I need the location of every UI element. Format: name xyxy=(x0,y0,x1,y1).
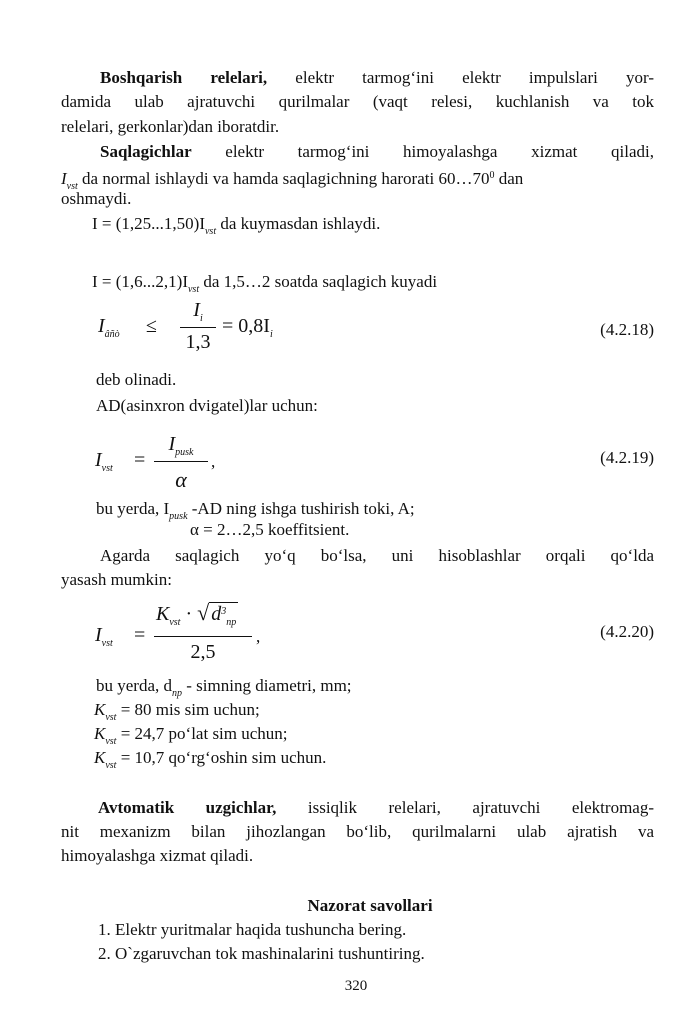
p4-bold-term: Avtomatik uzgichlar, xyxy=(98,798,277,817)
eq1-num-var: I xyxy=(193,299,200,321)
eq1-rhs-text: = 0,8I xyxy=(222,315,270,337)
after-eq1-line1: deb olinadi. xyxy=(96,370,177,389)
eq1-rhs xyxy=(222,316,273,345)
eq3-fraction-bar xyxy=(154,636,252,637)
p2-line2-text: da normal ishlaydi va hamda saqlagichning harorati 60…70 xyxy=(77,169,490,188)
after-eq1-line2: AD(asinxron dvigatel)lar uchun: xyxy=(96,396,318,415)
eq3-comma: , xyxy=(256,627,261,646)
cond1-formula: I = (1,25...1,50)I xyxy=(92,214,205,233)
section-title: Nazorat savollari xyxy=(307,896,433,915)
eq1-num-sub: i xyxy=(199,313,203,324)
cond2-formula: I = (1,6...2,1)I xyxy=(92,272,188,291)
p2-var: I xyxy=(61,169,67,188)
eq3-equals: = xyxy=(134,624,146,646)
condition-1 xyxy=(92,214,380,242)
k1-var: K xyxy=(94,700,106,719)
sqrt-icon: √ xyxy=(197,600,210,625)
eq3-numerator xyxy=(156,602,238,633)
p1-line2: damida ulab ajratuvchi qurilmalar (vaqt relesi, kuchlanish va tok xyxy=(61,92,654,111)
eq1-relation: ≤ xyxy=(146,315,157,337)
k1-text: = 80 mis sim uchun; xyxy=(116,700,260,719)
eq3-lhs-sub: vst xyxy=(101,638,113,649)
eq3-radicand xyxy=(209,602,238,628)
eq1-lhs-var: I xyxy=(98,315,105,337)
page-number: 320 xyxy=(344,978,368,994)
where1-sub: pusk xyxy=(169,511,188,522)
question-1: 1. Elektr yuritmalar haqida tushuncha bering. xyxy=(98,920,407,939)
p4-line3: himoyalashga xizmat qiladi. xyxy=(61,846,254,865)
cond2-text: da 1,5…2 soatda saqlagich kuyadi xyxy=(199,272,438,291)
p2-degree: 0 xyxy=(489,170,495,181)
p2-line2-end: dan xyxy=(494,169,524,188)
eq3-lhs xyxy=(95,625,113,654)
cond2-sub: vst xyxy=(187,284,200,295)
eq2-lhs-var: I xyxy=(95,449,102,471)
eq2-num-sub: pusk xyxy=(175,447,194,458)
eq2-lhs-sub: vst xyxy=(101,463,113,474)
k3-text: = 10,7 qo‘rg‘oshin sim uchun. xyxy=(116,748,327,767)
k2-text: = 24,7 po‘lat sim uchun; xyxy=(116,724,288,743)
k1-sub: vst xyxy=(105,712,117,723)
eq1-number: (4.2.18) xyxy=(600,320,654,339)
eq2-number: (4.2.19) xyxy=(600,448,654,467)
where2-sub: np xyxy=(172,688,183,699)
where2-prefix: bu yerda, d xyxy=(96,676,173,695)
p1-line3: relelari, gerkonlar)dan iboratdir. xyxy=(61,117,280,136)
where2-text: - simning diametri, mm; xyxy=(182,676,352,695)
eq3-d-sub: np xyxy=(226,617,237,628)
eq3-d-sup: 3 xyxy=(221,606,227,617)
eq3-k-var: K xyxy=(156,603,170,625)
eq2-numerator xyxy=(152,433,210,458)
eq2-equals: = xyxy=(134,449,146,471)
p4-line2: nit mexanizm bilan jihozlangan bo‘lib, qurilmalarni ulab ajratish va xyxy=(61,822,654,841)
eq1-numerator xyxy=(178,299,218,324)
cond1-text: da kuymasdan ishlaydi. xyxy=(216,214,381,233)
p2-line3: oshmaydi. xyxy=(61,189,132,208)
k2-var: K xyxy=(94,724,106,743)
p1-line1 xyxy=(100,68,654,88)
eq3-dot: · xyxy=(185,603,193,625)
p2-var-sub: vst xyxy=(66,181,78,192)
p2-line1-text: elektr tarmog‘ini himoyalashga xizmat qiladi, xyxy=(191,142,654,161)
cond1-sub: vst xyxy=(204,226,217,237)
where1-text: -AD ning ishga tushirish toki, A; xyxy=(187,499,415,518)
p2-line1 xyxy=(100,142,654,162)
p3-line2: yasash mumkin: xyxy=(61,570,172,589)
where1-prefix: bu yerda, I xyxy=(96,499,170,518)
eq2-comma: , xyxy=(211,452,216,471)
p3-line1: Agarda saqlagich yo‘q bo‘lsa, uni hisoblashlar orqali qo‘lda xyxy=(100,546,654,565)
k-value-lead xyxy=(94,748,326,776)
question-2: 2. O`zgaruvchan tok mashinalarini tushuntiring. xyxy=(98,944,425,963)
eq2-fraction-bar xyxy=(154,461,208,462)
k2-sub: vst xyxy=(105,736,117,747)
eq2-lhs xyxy=(95,450,113,479)
eq3-k-sub: vst xyxy=(169,617,181,628)
eq1-lhs-sub: âñò xyxy=(104,329,120,340)
eq1-fraction-bar xyxy=(180,327,216,328)
p1-line1-text: elektr tarmog‘ini elektr impulslari yor- xyxy=(267,68,655,87)
eq3-denominator: 2,5 xyxy=(190,641,216,663)
eq3-number: (4.2.20) xyxy=(600,622,654,641)
k3-var: K xyxy=(94,748,106,767)
p2-bold-term: Saqlagichlar xyxy=(100,142,192,161)
eq2-denominator: α xyxy=(175,467,187,492)
eq1-rhs-sub: i xyxy=(269,329,273,340)
eq3-lhs-var: I xyxy=(95,624,102,646)
eq1-lhs xyxy=(98,316,120,345)
eq2-num-var: I xyxy=(168,433,176,455)
p4-line1 xyxy=(98,798,654,818)
where1-line2: α = 2…2,5 koeffitsient. xyxy=(190,520,350,539)
eq3-d-var: d xyxy=(211,603,222,625)
p1-bold-term: Boshqarish relelari, xyxy=(100,68,268,87)
p4-line1-text: issiqlik relelari, ajratuvchi elektromag- xyxy=(276,798,654,817)
condition-2 xyxy=(92,272,437,300)
eq1-denominator: 1,3 xyxy=(185,331,211,353)
k3-sub: vst xyxy=(105,760,117,771)
